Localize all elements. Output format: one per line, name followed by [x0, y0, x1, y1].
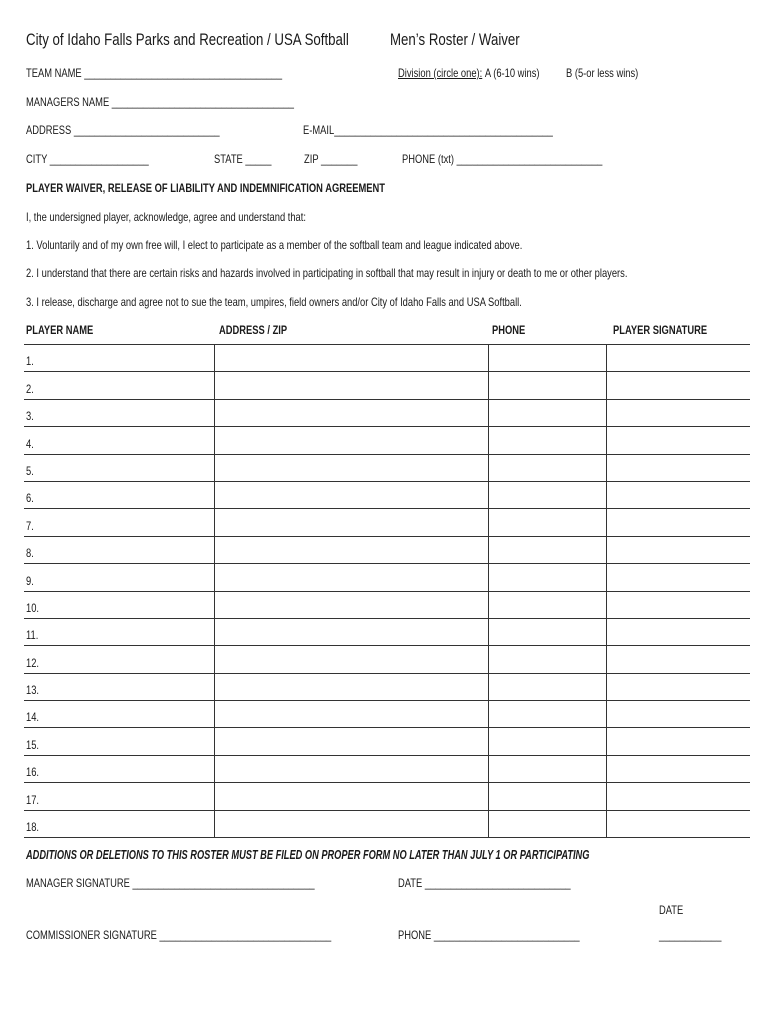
player-name-cell[interactable]	[24, 673, 214, 700]
waiver-item-1: 1. Voluntarily and of my own free will, I elect to participate as a member of the softball team and league indicated above.	[26, 238, 523, 252]
phone-cell[interactable]	[488, 728, 606, 755]
division-option-a[interactable]: A (6-10 wins)	[484, 66, 540, 80]
form-subtitle: Men’s Roster / Waiver	[390, 30, 520, 49]
address-zip-cell[interactable]	[214, 399, 488, 426]
player-signature-cell[interactable]	[606, 783, 750, 810]
player-signature-cell[interactable]	[606, 755, 750, 782]
roster-row	[24, 454, 750, 481]
address-zip-cell[interactable]	[214, 673, 488, 700]
player-signature-cell[interactable]	[606, 345, 750, 372]
player-name-cell[interactable]	[24, 536, 214, 563]
phone-cell[interactable]	[488, 755, 606, 782]
player-name-cell[interactable]	[24, 509, 214, 536]
address-zip-cell[interactable]	[214, 536, 488, 563]
address-zip-cell[interactable]	[214, 454, 488, 481]
player-signature-cell[interactable]	[606, 454, 750, 481]
roster-row	[24, 399, 750, 426]
player-signature-cell[interactable]	[606, 399, 750, 426]
player-name-cell[interactable]	[24, 810, 214, 837]
address-zip-cell[interactable]	[214, 372, 488, 399]
roster-row	[24, 427, 750, 454]
address-zip-cell[interactable]	[214, 509, 488, 536]
phone-cell[interactable]	[488, 646, 606, 673]
address-zip-cell[interactable]	[214, 728, 488, 755]
row-number: 5.	[26, 463, 34, 478]
phone-cell[interactable]	[488, 399, 606, 426]
commissioner-date-label: DATE	[659, 903, 684, 917]
player-signature-cell[interactable]	[606, 536, 750, 563]
address-zip-cell[interactable]	[214, 810, 488, 837]
player-name-cell[interactable]	[24, 755, 214, 782]
waiver-heading: PLAYER WAIVER, RELEASE OF LIABILITY AND INDEMNIFICATION AGREEMENT	[26, 181, 385, 195]
row-number: 17.	[26, 792, 40, 807]
address-zip-cell[interactable]	[214, 755, 488, 782]
player-name-cell[interactable]	[24, 783, 214, 810]
player-signature-cell[interactable]	[606, 372, 750, 399]
player-signature-cell[interactable]	[606, 701, 750, 728]
roster-row	[24, 345, 750, 372]
row-number: 12.	[26, 655, 40, 670]
phone-field[interactable]: PHONE (txt) ____________________________	[402, 152, 603, 166]
address-zip-cell[interactable]	[214, 591, 488, 618]
roster-row	[24, 509, 750, 536]
row-number: 13.	[26, 683, 40, 698]
row-number: 1.	[26, 354, 34, 369]
waiver-intro: I, the undersigned player, acknowledge, agree and understand that:	[26, 210, 306, 224]
commissioner-signature-field[interactable]: COMMISSIONER SIGNATURE _________________________________	[26, 928, 332, 942]
managers-name-field[interactable]: MANAGERS NAME ___________________________________	[26, 95, 295, 109]
row-number: 11.	[26, 628, 39, 643]
row-number: 3.	[26, 409, 34, 424]
player-signature-cell[interactable]	[606, 618, 750, 645]
manager-signature-field[interactable]: MANAGER SIGNATURE ___________________________________	[26, 876, 315, 890]
player-signature-cell[interactable]	[606, 564, 750, 591]
phone-cell[interactable]	[488, 345, 606, 372]
player-name-cell[interactable]	[24, 345, 214, 372]
address-zip-cell[interactable]	[214, 481, 488, 508]
player-name-cell[interactable]	[24, 728, 214, 755]
column-header-player-name: PLAYER NAME	[26, 323, 94, 337]
roster-row	[24, 701, 750, 728]
waiver-item-3: 3. I release, discharge and agree not to sue the team, umpires, field owners and/or City of Idaho Falls and USA Softball.	[26, 295, 522, 309]
row-number: 6.	[26, 491, 34, 506]
player-signature-cell[interactable]	[606, 673, 750, 700]
roster-row	[24, 564, 750, 591]
row-number: 9.	[26, 573, 34, 588]
address-zip-cell[interactable]	[214, 564, 488, 591]
player-name-cell[interactable]	[24, 427, 214, 454]
division-label: Division (circle one):	[398, 66, 483, 80]
address-zip-cell[interactable]	[214, 427, 488, 454]
roster-row	[24, 591, 750, 618]
commissioner-phone-field[interactable]: PHONE ____________________________	[398, 928, 580, 942]
row-number: 16.	[26, 765, 40, 780]
player-name-cell[interactable]	[24, 399, 214, 426]
phone-cell[interactable]	[488, 701, 606, 728]
phone-cell[interactable]	[488, 427, 606, 454]
player-name-cell[interactable]	[24, 372, 214, 399]
zip-field[interactable]: ZIP _______	[304, 152, 358, 166]
player-name-cell[interactable]	[24, 701, 214, 728]
player-name-cell[interactable]	[24, 618, 214, 645]
player-signature-cell[interactable]	[606, 646, 750, 673]
row-number: 4.	[26, 436, 34, 451]
roster-row	[24, 810, 750, 837]
row-number: 10.	[26, 600, 40, 615]
player-signature-cell[interactable]	[606, 427, 750, 454]
player-name-cell[interactable]	[24, 481, 214, 508]
roster-row	[24, 783, 750, 810]
player-signature-cell[interactable]	[606, 591, 750, 618]
phone-cell[interactable]	[488, 372, 606, 399]
team-name-field[interactable]: TEAM NAME ______________________________________	[26, 66, 283, 80]
row-number: 2.	[26, 381, 34, 396]
address-zip-cell[interactable]	[214, 701, 488, 728]
column-header-address-zip: ADDRESS / ZIP	[219, 323, 288, 337]
phone-cell[interactable]	[488, 673, 606, 700]
row-number: 7.	[26, 518, 34, 533]
row-number: 8.	[26, 546, 34, 561]
phone-cell[interactable]	[488, 481, 606, 508]
address-zip-cell[interactable]	[214, 618, 488, 645]
roster-row	[24, 372, 750, 399]
player-name-cell[interactable]	[24, 591, 214, 618]
player-name-cell[interactable]	[24, 454, 214, 481]
division-selector[interactable]	[398, 66, 579, 80]
player-name-cell[interactable]	[24, 646, 214, 673]
roster-table	[24, 344, 750, 838]
row-number: 14.	[26, 710, 40, 725]
phone-cell[interactable]	[488, 783, 606, 810]
phone-cell[interactable]	[488, 536, 606, 563]
phone-cell[interactable]	[488, 564, 606, 591]
phone-cell[interactable]	[488, 618, 606, 645]
page-title: City of Idaho Falls Parks and Recreation / USA Softball	[26, 30, 349, 49]
roster-row	[24, 728, 750, 755]
address-zip-cell[interactable]	[214, 345, 488, 372]
player-signature-cell[interactable]	[606, 728, 750, 755]
roster-row	[24, 481, 750, 508]
player-signature-cell[interactable]	[606, 481, 750, 508]
player-name-cell[interactable]	[24, 564, 214, 591]
address-zip-cell[interactable]	[214, 646, 488, 673]
roster-row	[24, 618, 750, 645]
roster-row	[24, 536, 750, 563]
state-field[interactable]: STATE _____	[214, 152, 272, 166]
roster-deadline-notice: ADDITIONS OR DELETIONS TO THIS ROSTER MUST BE FILED ON PROPER FORM NO LATER THAN JULY 1 OR PARTICIPATING	[26, 848, 590, 862]
roster-row	[24, 673, 750, 700]
player-signature-cell[interactable]	[606, 509, 750, 536]
column-header-phone: PHONE	[492, 323, 526, 337]
phone-cell[interactable]	[488, 810, 606, 837]
row-number: 15.	[26, 737, 40, 752]
roster-row	[24, 646, 750, 673]
division-option-b[interactable]: B (5-or less wins)	[566, 66, 639, 80]
row-number: 18.	[26, 820, 40, 835]
commissioner-date-field[interactable]: ____________	[659, 928, 722, 942]
address-field[interactable]: ADDRESS ____________________________	[26, 123, 220, 137]
waiver-item-2: 2. I understand that there are certain risks and hazards involved in participating in softball that may result in injury or death to me or other players.	[26, 266, 628, 280]
phone-cell[interactable]	[488, 454, 606, 481]
email-field[interactable]: E-MAIL__________________________________________	[303, 123, 553, 137]
phone-cell[interactable]	[488, 591, 606, 618]
column-header-player-signature: PLAYER SIGNATURE	[613, 323, 708, 337]
phone-cell[interactable]	[488, 509, 606, 536]
manager-date-field[interactable]: DATE ____________________________	[398, 876, 571, 890]
address-zip-cell[interactable]	[214, 783, 488, 810]
player-signature-cell[interactable]	[606, 810, 750, 837]
roster-row	[24, 755, 750, 782]
city-field[interactable]: CITY ___________________	[26, 152, 149, 166]
